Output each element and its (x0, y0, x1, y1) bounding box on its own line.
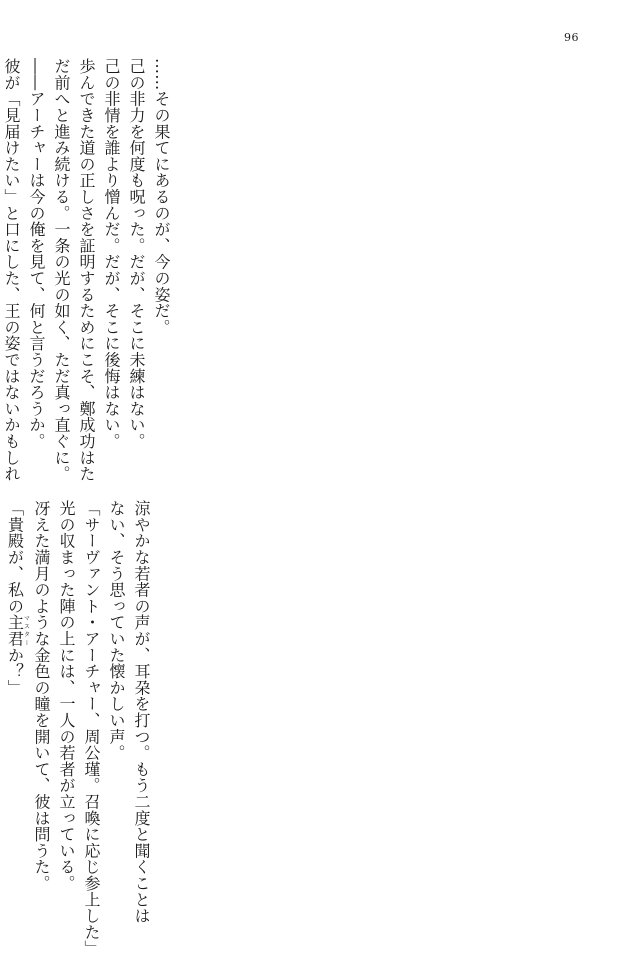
text-line: 己の非力を何度も呪った。だが、そこに未練はない。 (127, 58, 146, 450)
text-line: 光の収まった陣の上には、一人の若者が立っている。 (57, 500, 76, 892)
text-line: 冴えた満月のような金色の瞳を開いて、彼は問うた。 (32, 500, 51, 892)
text-line: ない、そう思っていた懐かしい声。 (107, 500, 126, 761)
page-number: 96 (564, 31, 579, 44)
text-line-with-ruby: 「貴殿が、私の主君マスターか？」 (5, 500, 30, 696)
upper-text-block (0, 58, 174, 482)
lower-text-block (0, 500, 154, 956)
text-line: ……その果てにあるのが、今の姿だ。 (152, 58, 171, 336)
text-line: ――アーチャーは今の俺を見て、何と言うだろうか。 (27, 58, 46, 450)
text-line: 己の非情を誰より憎んだ。だが、そこに後悔はない。 (102, 58, 121, 450)
text-line: 涼やかな若者の声が、耳朶を打つ。もう二度と聞くことは (132, 500, 151, 924)
ruby-annotation: 主君マスター (5, 614, 30, 647)
text-line: 「サーヴァント・アーチャー、周公瑾。召喚に応じ参上した」 (82, 500, 101, 956)
text-line: だ前へと進み続ける。一条の光の如く、ただ真っ直ぐに。 (52, 58, 71, 482)
text-line (0, 500, 3, 845)
text-line: 歩んできた道の正しさを証明するためにこそ、鄭成功はた (77, 58, 96, 482)
text-line: 彼が「見届けたい」と口にした、王の姿ではないかもしれ (2, 58, 21, 482)
